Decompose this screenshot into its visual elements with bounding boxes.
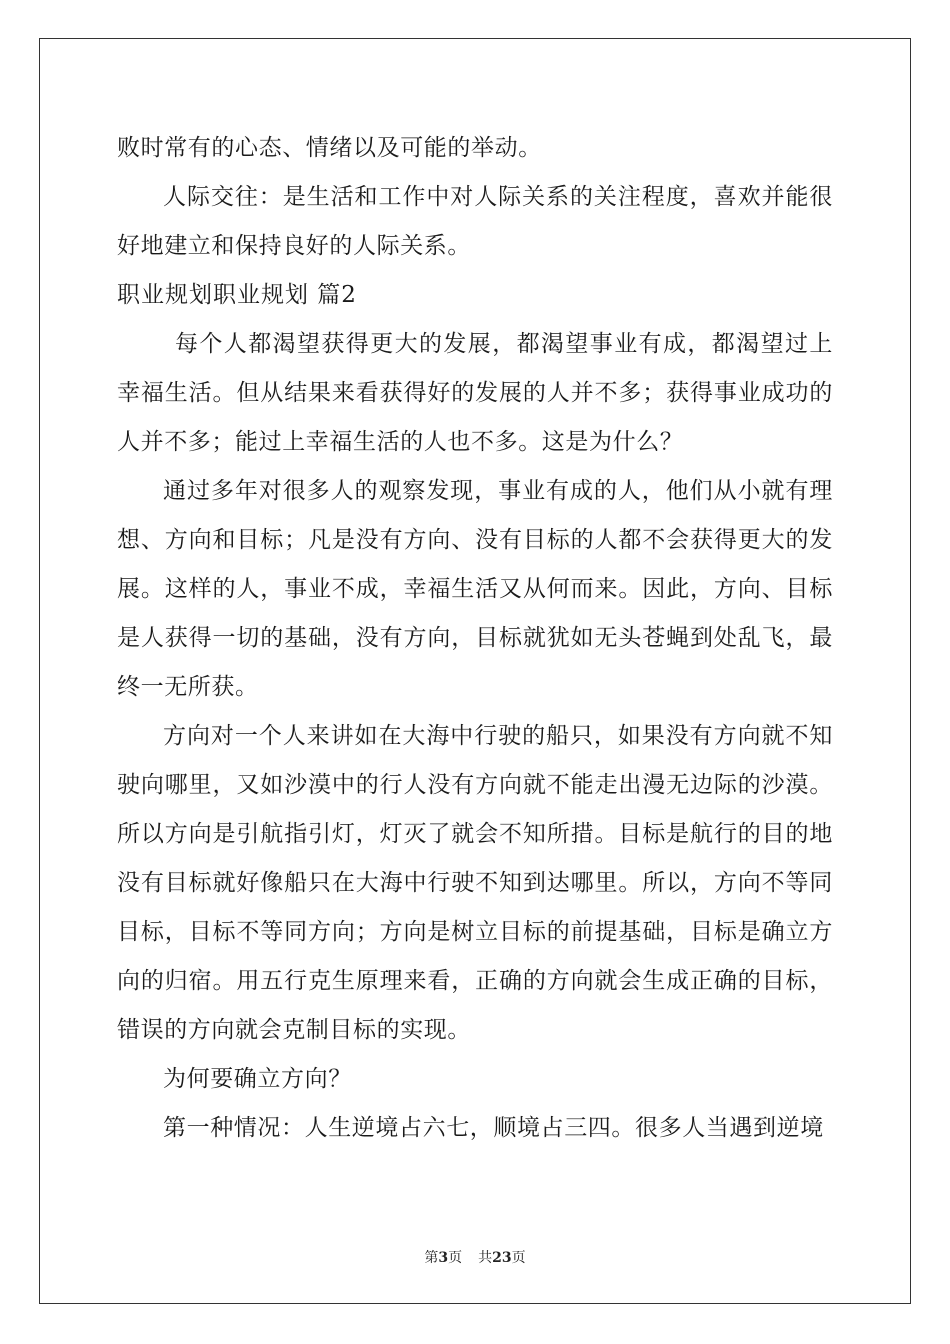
paragraph-intro: 每个人都渴望获得更大的发展，都渴望事业有成，都渴望过上幸福生活。但从结果来看获得好的发展的人并不多；获得事业成功的人并不多；能过上幸福生活的人也不多。这是为什么？ — [117, 331, 833, 455]
paragraph-direction: 方向对一个人来讲如在大海中行驶的船只，如果没有方向就不知驶向哪里，又如沙漠中的行人没有方向就不能走出漫无边际的沙漠。所以方向是引航指引灯，灯灭了就会不知所措。目标是航行的目的地没有目标就好像船只在大海中行驶不知到达哪里。所以，方向不等同目标，目标不等同方向；方向是树立目标的前提基础，目标是确立方向的归宿。用五行克生原理来看，正确的方向就会生成正确的目标，错误的方向就会克制目标的实现。 — [117, 723, 833, 1043]
footer-total-pages: 23 — [492, 1250, 512, 1266]
footer-page-number: 3 — [438, 1250, 449, 1266]
paragraph-continuation: 败时常有的心态、情绪以及可能的举动。 — [117, 135, 542, 161]
section-heading: 职业规划职业规划 篇2 — [117, 282, 357, 308]
paragraph-first-case: 第一种情况：人生逆境占六七，顺境占三四。很多人当遇到逆境 — [163, 1115, 824, 1141]
paragraph-interpersonal: 人际交往：是生活和工作中对人际关系的关注程度，喜欢并能很好地建立和保持良好的人际关系。 — [117, 184, 833, 259]
document-body — [117, 124, 833, 1153]
footer-total-prefix: 共 — [478, 1250, 493, 1266]
paragraph-question: 为何要确立方向？ — [163, 1066, 352, 1092]
footer-page-suffix: 页 — [448, 1250, 463, 1266]
paragraph-observation: 通过多年对很多人的观察发现，事业有成的人，他们从小就有理想、方向和目标；凡是没有方向、没有目标的人都不会获得更大的发展。这样的人，事业不成，幸福生活又从何而来。因此，方向、目标是人获得一切的基础，没有方向，目标就犹如无头苍蝇到处乱飞，最终一无所获。 — [117, 478, 833, 700]
footer-prefix: 第 — [424, 1250, 439, 1266]
page-footer — [0, 1247, 950, 1267]
footer-total-suffix: 页 — [511, 1250, 526, 1266]
